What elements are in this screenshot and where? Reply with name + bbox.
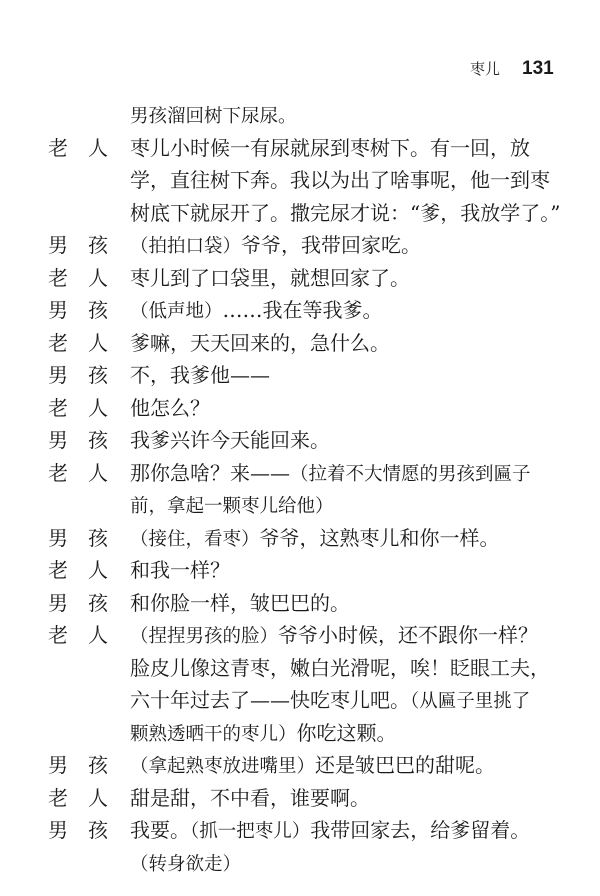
dialogue-text: 我爹兴许今天能回来。 <box>130 428 330 452</box>
script-line <box>0 359 600 392</box>
line-text <box>130 359 270 392</box>
stage-direction: （接住，看枣） <box>130 528 260 550</box>
speaker-name: 老 人 <box>48 395 108 420</box>
line-text <box>130 619 538 654</box>
dialogue-text: 还是皱巴巴的甜呢。 <box>315 753 496 777</box>
script-line <box>0 814 600 847</box>
dialogue-text: 爷爷，这熟枣儿和你一样。 <box>259 525 500 550</box>
dialogue-text: 六十年过去了——快吃枣儿吧。 <box>130 688 410 712</box>
script-line <box>0 132 600 165</box>
dialogue-text: 枣儿到了口袋里，就想回家了。 <box>130 265 410 290</box>
stage-direction: （拍拍口袋） <box>130 236 242 257</box>
line-text <box>130 489 334 524</box>
script-line <box>0 717 600 750</box>
line-text <box>130 262 410 295</box>
speaker-name: 老 人 <box>48 785 108 810</box>
script-line <box>0 554 600 587</box>
dialogue-text: 爹嘛，天天回来的，急什么。 <box>130 330 390 355</box>
script-line <box>0 522 600 555</box>
speaker-name: 老 人 <box>48 558 108 582</box>
dialogue-text: 树底下就尿开了。撒完尿才说：“爹，我放学了。” <box>130 200 561 225</box>
script-line <box>0 684 600 717</box>
speaker-name: 老 人 <box>48 330 108 355</box>
speaker-name: 老 人 <box>48 265 108 290</box>
speaker-name: 男 孩 <box>48 233 108 257</box>
stage-direction: 男孩溜回树下尿尿。 <box>130 106 297 127</box>
speaker-name: 老 人 <box>48 623 108 647</box>
stage-direction: 颗熟透晒干的枣儿） <box>130 723 297 745</box>
dialogue-text: 学，直往树下奔。我以为出了啥事呢，他一到枣 <box>130 168 550 192</box>
dialogue-text: 我带回家去，给爹留着。 <box>310 818 531 842</box>
stage-direction: 前，拿起一颗枣儿给他） <box>130 496 334 517</box>
script-line <box>0 262 600 295</box>
script-line <box>0 197 600 230</box>
script-line <box>0 424 600 457</box>
script-line <box>0 229 600 262</box>
line-text <box>130 717 397 752</box>
line-text <box>130 424 330 457</box>
line-text <box>130 814 530 849</box>
script-line <box>0 782 600 815</box>
line-text <box>130 457 531 492</box>
line-text <box>130 782 370 815</box>
dialogue-text: 他怎么？ <box>130 395 210 420</box>
script-line <box>0 392 600 425</box>
dialogue-text: 甜是甜，不中看，谁要啊。 <box>130 785 370 810</box>
line-text <box>130 164 550 197</box>
dialogue-text: 枣儿小时候一有尿就尿到枣树下。有一回，放 <box>130 135 530 160</box>
script-body <box>0 99 600 879</box>
line-text <box>130 229 421 264</box>
line-text <box>130 327 390 360</box>
script-line <box>0 619 600 652</box>
speaker-name: 男 孩 <box>48 525 108 550</box>
stage-direction: （低声地） <box>130 301 223 322</box>
script-line <box>0 164 600 197</box>
speaker-name: 老 人 <box>48 135 108 160</box>
script-line <box>0 489 600 522</box>
chapter-title: 枣儿 <box>470 60 501 78</box>
script-line <box>0 327 600 360</box>
speaker-name: 男 孩 <box>48 818 108 842</box>
line-text <box>130 847 241 882</box>
script-line <box>0 652 600 685</box>
stage-direction: （捏捏男孩的脸） <box>130 626 279 647</box>
speaker-name: 男 孩 <box>48 753 108 777</box>
dialogue-text: 那你急啥？来—— <box>130 460 290 485</box>
running-header <box>470 58 554 80</box>
stage-direction: （从匾子里挑了 <box>410 691 531 712</box>
line-text <box>130 392 210 425</box>
line-text <box>130 132 530 165</box>
stage-direction: （拿起熟枣放进嘴里） <box>130 756 316 777</box>
script-line <box>0 587 600 620</box>
line-text <box>130 749 495 784</box>
script-line <box>0 749 600 782</box>
speaker-name: 男 孩 <box>48 428 108 452</box>
speaker-name: 老 人 <box>48 460 108 485</box>
stage-direction: （拉着不大情愿的男孩到匾子 <box>290 463 531 485</box>
dialogue-text: 爷爷小时候，还不跟你一样？ <box>278 623 539 647</box>
dialogue-text: 不，我爹他—— <box>130 363 270 387</box>
dialogue-text: 你吃这颗。 <box>296 720 397 745</box>
dialogue-text: 和你脸一样，皱巴巴的。 <box>130 590 350 615</box>
speaker-name: 男 孩 <box>48 363 108 387</box>
speaker-name: 男 孩 <box>48 298 108 322</box>
dialogue-text: 和我一样？ <box>130 558 230 582</box>
speaker-name: 男 孩 <box>48 590 108 615</box>
line-text <box>130 99 297 134</box>
dialogue-text: 爷爷，我带回家吃。 <box>241 233 422 257</box>
script-line <box>0 99 600 132</box>
line-text <box>130 197 560 230</box>
line-text <box>130 652 550 685</box>
line-text <box>130 294 383 329</box>
line-text <box>130 587 350 620</box>
script-line <box>0 457 600 490</box>
dialogue-text: 脸皮儿像这青枣，嫩白光滑呢，唉！眨眼工夫， <box>130 655 550 680</box>
dialogue-text: 我要。 <box>130 818 190 842</box>
stage-direction: （抓一把枣儿） <box>190 821 311 842</box>
page-number: 131 <box>522 58 554 79</box>
stage-direction: （转身欲走） <box>130 853 242 875</box>
line-text <box>130 554 230 587</box>
script-line <box>0 294 600 327</box>
dialogue-text: ……我在等我爹。 <box>222 298 383 322</box>
line-text <box>130 522 500 557</box>
script-line <box>0 847 600 880</box>
line-text <box>130 684 530 719</box>
